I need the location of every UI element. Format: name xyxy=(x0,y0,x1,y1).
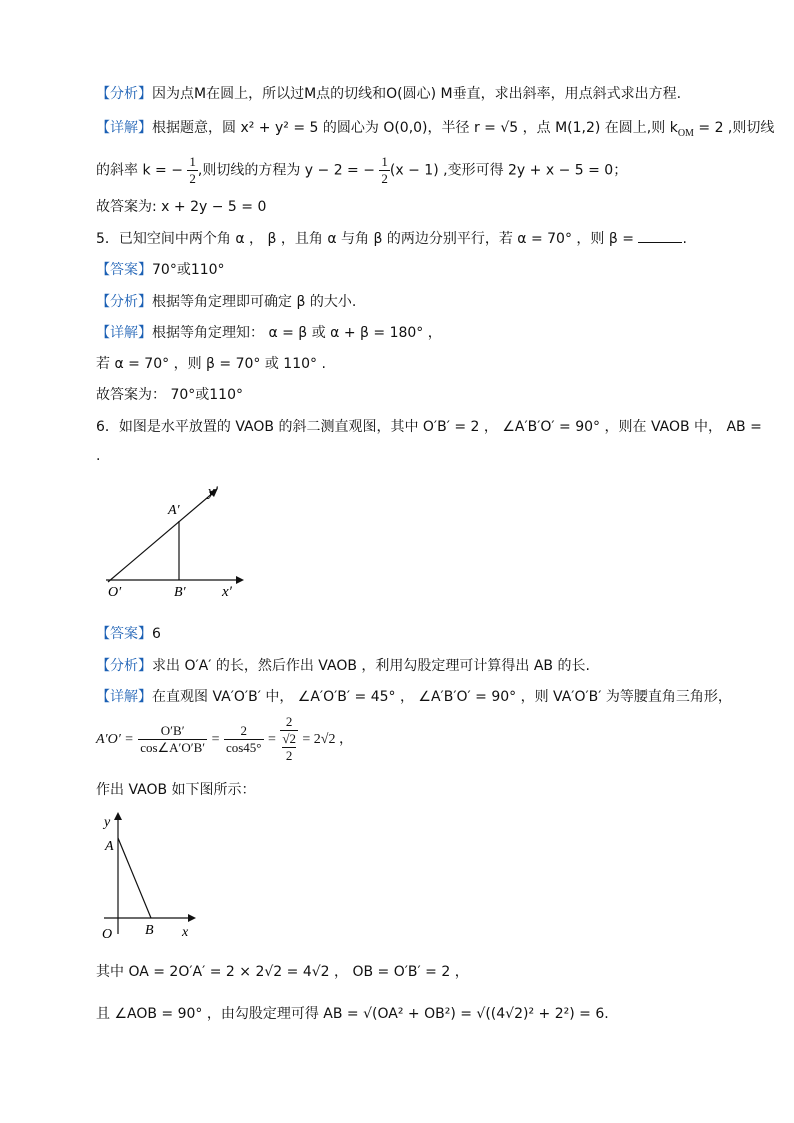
tangent-text-end: (x − 1) ,变形可得 2y + x − 5 = 0； xyxy=(389,162,628,179)
b-label: B xyxy=(145,923,154,938)
analysis-text: 根据等角定理即可确定 β 的大小. xyxy=(152,294,357,310)
tangent-fraction xyxy=(379,154,390,187)
eq-result: = 2√2 ， xyxy=(302,732,353,747)
answer-value: 70°或110° xyxy=(152,262,225,278)
fraction-numerator: 1 xyxy=(381,154,388,169)
q4-detail-line2 xyxy=(96,154,627,187)
q6-detail-line xyxy=(96,687,732,707)
tangent-text: ,则切线的方程为 y − 2 = − xyxy=(197,162,375,179)
q6-final-line: 且 ∠AOB = 90° ，由勾股定理可得 AB = √(OA² + OB²) = √((4√2)² + 2²) = 6. xyxy=(96,1006,609,1022)
y-label: y xyxy=(104,815,111,830)
eq-f2-numerator: 2 xyxy=(224,723,264,740)
eq-f2-denominator: cos45° xyxy=(225,739,262,755)
detail-text: 在直观图 VA′O′B′ 中， ∠A′O′B′ = 45° ， ∠A′B′O′ = 90° ，则 VA′O′B′ 为等腰直角三角形， xyxy=(152,689,732,705)
q4-detail-line1 xyxy=(96,118,774,144)
oblique-view-figure xyxy=(96,478,246,602)
a-label: A xyxy=(105,839,114,854)
detail-text: 根据题意，圆 x² + y² = 5 的圆心为 O(0,0)，半径 r = √5 ，点 M(1,2) 在圆上,则 k xyxy=(152,120,678,136)
a-prime-label: A′ xyxy=(168,503,180,518)
fraction-denominator: 2 xyxy=(381,171,388,186)
slope-text: 的斜率 k = − xyxy=(96,162,183,179)
analysis-text: 求出 O′A′ 的长，然后作出 VAOB ，利用勾股定理可计算得出 AB 的长. xyxy=(152,658,590,674)
eq-f3-den-top: √2 xyxy=(282,731,296,746)
analysis-tag: 【分析】 xyxy=(96,294,152,310)
q5-question xyxy=(96,228,687,249)
eq-f3-numerator: 2 xyxy=(280,714,298,731)
q5-answer-line xyxy=(96,260,225,280)
x-arrow-icon xyxy=(188,914,196,922)
o-label: O xyxy=(102,927,113,942)
eq-fraction-3 xyxy=(280,714,298,764)
q6-analysis-line xyxy=(96,656,590,676)
q6-answer-line xyxy=(96,624,161,644)
fraction-numerator: 1 xyxy=(189,154,196,169)
x-label: x xyxy=(182,925,189,940)
eq-f1-numerator: O′B′ xyxy=(138,723,207,740)
segment-ab xyxy=(118,838,151,918)
detail-text: 根据等角定理知： α = β 或 α + β = 180° ， xyxy=(152,325,442,341)
q6-equation: A′O′ = $\frac{O'B'}{\cos\angle A'O'B'}$ = $\frac{2}{\cos 45^\circ}$ = 2 √2 2 = 2√2 ， xyxy=(96,714,353,763)
eq-fraction-1 xyxy=(138,723,207,756)
y-prime-axis xyxy=(108,492,214,582)
x-prime-label: x′ xyxy=(222,584,232,600)
q5-detail-line xyxy=(96,323,442,343)
detail-tag: 【详解】 xyxy=(96,325,152,341)
detail-tag: 【详解】 xyxy=(96,689,152,705)
eq-fraction-2 xyxy=(224,723,264,756)
question-text: 6．如图是水平放置的 VAOB 的斜二测直观图，其中 O′B′ = 2 ， ∠A′B′O′ = 90° ，则在 VAOB 中， AB = xyxy=(96,419,762,435)
detail-tag: 【详解】 xyxy=(96,120,152,136)
o-prime-label: O′ xyxy=(108,585,122,600)
q6-draw-text: 作出 VAOB 如下图所示： xyxy=(96,782,256,798)
q6-question-dot: . xyxy=(96,448,101,464)
analysis-tag: 【分析】 xyxy=(96,86,152,102)
answer-tag: 【答案】 xyxy=(96,262,152,278)
fraction-denominator: 2 xyxy=(189,171,196,186)
answer-blank xyxy=(638,228,682,243)
eq-f1-denominator: cos∠A′O′B′ xyxy=(140,739,206,755)
question-end: . xyxy=(682,231,687,247)
q6-question xyxy=(96,417,762,437)
b-prime-label: B′ xyxy=(174,585,186,600)
slope-fraction xyxy=(187,154,198,187)
x-arrow-icon xyxy=(236,576,244,584)
analysis-tag: 【分析】 xyxy=(96,658,152,674)
analysis-text: 因为点M在圆上，所以过M点的切线和O(圆心) M垂直，求出斜率，用点斜式求出方程. xyxy=(152,86,682,102)
detail-text-end: = 2 ,则切线 xyxy=(693,120,775,136)
q4-answer-line: 故答案为: x + 2y − 5 = 0 xyxy=(96,199,267,215)
q5-detail-line2: 若 α = 70° ，则 β = 70° 或 110° . xyxy=(96,356,326,372)
eq-lhs: A′O′ = xyxy=(96,732,134,747)
answer-value: 6 xyxy=(152,626,161,642)
answer-tag: 【答案】 xyxy=(96,626,152,642)
q6-oa-line: 其中 OA = 2O′A′ = 2 × 2√2 = 4√2 ， OB = O′B′ = 2 ， xyxy=(96,964,469,980)
y-arrow-icon xyxy=(114,812,122,820)
original-triangle-figure xyxy=(96,808,206,942)
q4-analysis-line xyxy=(96,84,681,104)
eq-f3-denominator xyxy=(280,731,298,764)
k-subscript: OM xyxy=(677,127,694,139)
q5-final-answer: 故答案为： 70°或110° xyxy=(96,387,243,403)
question-text: 5．已知空间中两个角 α ， β ，且角 α 与角 β 的两边分别平行，若 α = 70° ，则 β = xyxy=(96,231,634,247)
q5-analysis-line xyxy=(96,292,356,312)
eq-f3-den-bottom: 2 xyxy=(285,748,293,763)
y-prime-label: y′ xyxy=(208,484,218,500)
